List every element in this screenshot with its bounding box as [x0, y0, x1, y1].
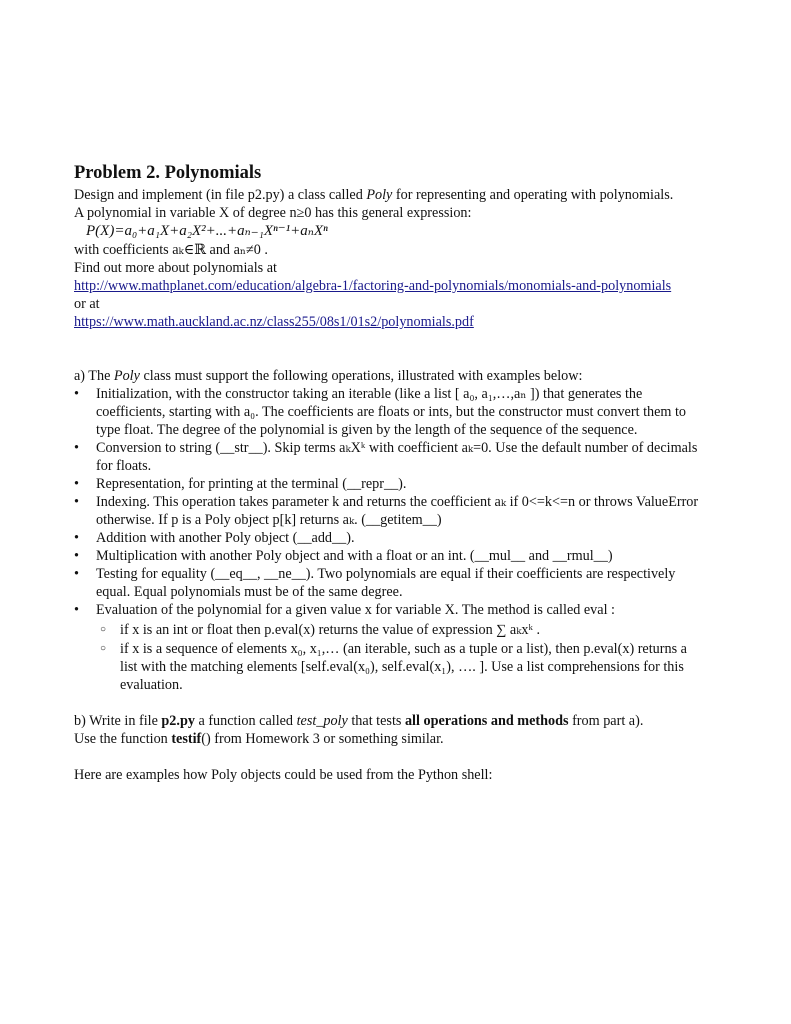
part-b-paragraph: b) Write in file p2.py a function called test_poly that tests all operations and methods from part a). — [74, 713, 644, 729]
list-item: • Indexing. This operation takes parameter k and returns the coefficient aₖ if 0<=k<=n or throws ValueError otherwise. If p is a Poly object p[k] returns aₖ. (__getitem__) — [74, 494, 699, 528]
formula-text: P(X)=a₀+a₁X+a₂X²+...+aₙ₋₁Xⁿ⁻¹+aₙXⁿ — [86, 223, 328, 239]
eval-sublist — [96, 621, 704, 694]
find-out-text: Find out more about polynomials at — [74, 260, 277, 276]
bullet-icon: • — [74, 566, 79, 582]
spacer — [74, 331, 704, 367]
problem-title: Problem 2. Polynomials — [74, 163, 262, 183]
bullet-icon: • — [74, 386, 79, 402]
bullet-icon: • — [74, 476, 79, 492]
document-content — [74, 162, 704, 784]
bullet-icon: • — [74, 440, 79, 456]
spacer — [74, 748, 704, 766]
list-item: • Evaluation of the polynomial for a given value x for variable X. The method is called eval : ○ if x is an int or float then p.eval(x) returns the value of expression ∑ aₖxᵏ . ○ if x is a sequence of elements x₀, x₁,… (an iterable, such as a tuple or a list), then p.eval(x) returns a list with the matching elements [self.eval(x₀), self.eval(x₁), …. ]. Use a list comprehensions for this evaluation. — [74, 601, 704, 694]
intro-paragraph: Design and implement (in file p2.py) a class called Poly for representing and operating with polynomials. — [74, 187, 674, 203]
list-item: • Testing for equality (__eq__, __ne__). Two polynomials are equal if their coefficients are respectively equal. Equal polynomials must be of the same degree. — [74, 566, 676, 600]
degree-sentence: A polynomial in variable X of degree n≥0 has this general expression: — [74, 205, 472, 221]
operations-list — [74, 385, 704, 694]
part-a-heading: a) The Poly class must support the following operations, illustrated with examples below: — [74, 368, 583, 384]
examples-intro: Here are examples how Poly objects could be used from the Python shell: — [74, 767, 493, 783]
sub-list-item: ○ if x is an int or float then p.eval(x) returns the value of expression ∑ aₖxᵏ . — [100, 622, 541, 638]
polynomial-formula — [74, 222, 704, 241]
auckland-link[interactable]: https://www.math.auckland.ac.nz/class255/08s1/01s2/polynomials.pdf — [74, 314, 474, 330]
list-item: • Addition with another Poly object (__add__). — [74, 530, 355, 546]
list-item: • Representation, for printing at the terminal (__repr__). — [74, 476, 407, 492]
bullet-icon: • — [74, 548, 79, 564]
testif-sentence: Use the function testif() from Homework 3 or something similar. — [74, 731, 444, 747]
list-item: • Initialization, with the constructor taking an iterable (like a list [ a₀, a₁,…,aₙ ]) that generates the coefficients, starting with a₀. The coefficients are floats or ints, but the constructor must convert them to type float. The degree of the polynomial is given by the length of the sequence of the sequence. — [74, 386, 687, 438]
circle-bullet-icon: ○ — [100, 624, 107, 635]
sub-list-item: ○ if x is a sequence of elements x₀, x₁,… (an iterable, such as a tuple or a list), then p.eval(x) returns a list with the matching elements [self.eval(x₀), self.eval(x₁), …. ]. Use a list comprehensions for this evaluation. — [100, 641, 687, 693]
bullet-icon: • — [74, 530, 79, 546]
spacer — [74, 694, 704, 712]
list-item: • Multiplication with another Poly object and with a float or an int. (__mul__ and __rmul__) — [74, 548, 613, 564]
or-at-text: or at — [74, 296, 100, 312]
circle-bullet-icon: ○ — [100, 643, 107, 654]
bullet-icon: • — [74, 494, 79, 510]
mathplanet-link[interactable]: http://www.mathplanet.com/education/algebra-1/factoring-and-polynomials/monomials-and-polynomials — [74, 278, 672, 294]
coefficients-sentence: with coefficients aₖ∈ℝ and aₙ≠0 . — [74, 242, 268, 258]
list-item: • Conversion to string (__str__). Skip terms aₖXᵏ with coefficient aₖ=0. Use the default number of decimals for floats. — [74, 440, 698, 474]
bullet-icon: • — [74, 602, 79, 618]
